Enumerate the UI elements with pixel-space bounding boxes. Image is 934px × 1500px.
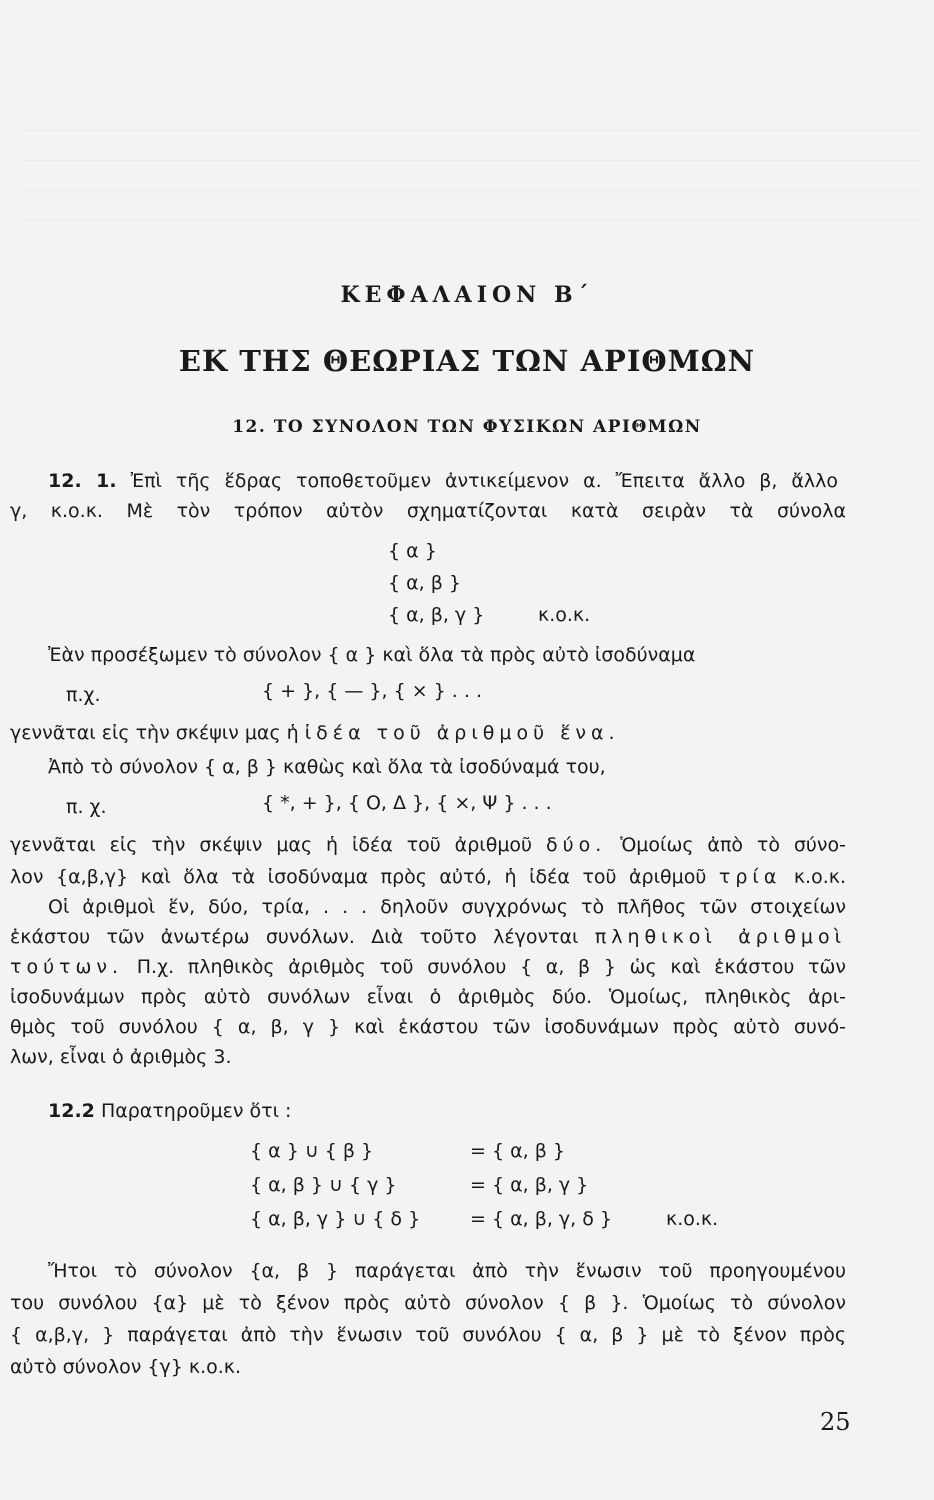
bleed-through-line — [20, 220, 920, 221]
text-span: Ὁμοίως ἀπὸ τὸ σύνο- — [620, 834, 847, 856]
union-equation-right: = { α, β } — [470, 1140, 565, 1162]
example-label: π.χ. — [66, 684, 101, 706]
paragraph-number: 12. 1. — [48, 470, 117, 492]
paragraph-line — [10, 834, 846, 856]
section-heading — [0, 417, 934, 437]
paragraph-line: Ἀπὸ τὸ σύνολον { α, β } καθὼς καὶ ὅλα τὰ ἰσοδύναμά του, — [48, 756, 606, 778]
set-example: { α, β } — [388, 572, 461, 594]
spaced-text: ἰδέα τοῦ ἀριθμοῦ ἕνα. — [304, 722, 620, 744]
chapter-heading: ΚΕΦΑΛΑΙΟΝ Β΄ — [340, 282, 594, 308]
paragraph-line — [10, 926, 846, 948]
text-span: γεννᾶται εἰς τὴν σκέψιν μας ἡ — [10, 722, 299, 744]
paragraph-line: { α,β,γ, } παράγεται ἀπὸ τὴν ἕνωσιν τοῦ συνόλου { α, β } μὲ τὸ ξένον πρὸς — [10, 1324, 846, 1346]
etc-text: κ.ο.κ. — [538, 604, 591, 626]
text-span: λον {α,β,γ} καὶ ὅλα τὰ ἰσοδύναμα πρὸς αὐτό, ἡ ἰδέα τοῦ ἀριθμοῦ — [10, 866, 707, 888]
paragraph-line: ἰσοδυνάμων πρὸς αὐτὸ συνόλων εἶναι ὁ ἀριθμὸς δύο. Ὁμοίως, πληθικὸς ἀρι- — [10, 986, 846, 1008]
paragraph-line: Ἐὰν προσέξωμεν τὸ σύνολον { α } καὶ ὅλα τὰ πρὸς αὐτὸ ἰσοδύναμα — [48, 644, 696, 666]
paragraph-line: Ἤτοι τὸ σύνολον {α, β } παράγεται ἀπὸ τὴν ἕνωσιν τοῦ προηγουμένου — [48, 1260, 846, 1282]
union-equation-left: { α } ∪ { β } — [250, 1140, 374, 1162]
spaced-text: τούτων. — [10, 956, 124, 978]
spaced-text: τρία — [718, 866, 782, 888]
paragraph-line: Οἱ ἀριθμοὶ ἕν, δύο, τρία, . . . δηλοῦν συγχρόνως τὸ πλῆθος τῶν στοιχείων — [48, 896, 846, 918]
paragraph-line — [10, 866, 846, 888]
section-number: 12. — [232, 417, 267, 437]
paragraph-line: λων, εἶναι ὁ ἀριθμὸς 3. — [10, 1046, 232, 1068]
set-example: { α, β, γ } — [388, 604, 485, 626]
set-example: { + }, { — }, { × } . . . — [262, 680, 483, 702]
text-span: γεννᾶται εἰς τὴν σκέψιν μας ἡ ἰδέα τοῦ ἀριθμοῦ — [10, 834, 533, 856]
paragraph-line — [10, 956, 846, 978]
set-example: { α } — [388, 540, 437, 562]
union-equation-left: { α, β, γ } ∪ { δ } — [250, 1208, 421, 1230]
paragraph-line — [10, 722, 620, 744]
text-span: Ἐπὶ τῆς ἕδρας τοποθετοῦμεν ἀντικείμενον α. Ἔπειτα ἄλλο β, ἄλλο — [130, 470, 839, 492]
union-equation-right: = { α, β, γ, δ } — [470, 1208, 612, 1230]
bleed-through-line — [20, 160, 920, 161]
bleed-through-line — [20, 190, 920, 191]
spaced-text: πληθικοὶ ἀριθμοὶ — [594, 926, 846, 948]
paragraph-line: γ, κ.ο.κ. Μὲ τὸν τρόπον αὐτὸν σχηματίζονται κατὰ σειρὰν τὰ σύνολα — [10, 500, 846, 522]
text-span: Παρατηροῦμεν ὅτι : — [100, 1100, 292, 1122]
section-title: ΤΟ ΣΥΝΟΛΟΝ ΤΩΝ ΦΥΣΙΚΩΝ ΑΡΙΘΜΩΝ — [273, 417, 702, 437]
text-span: κ.ο.κ. — [793, 866, 846, 888]
chapter-title: ΕΚ ΤΗΣ ΘΕΩΡΙΑΣ ΤΩΝ ΑΡΙΘΜΩΝ — [178, 344, 756, 378]
spaced-text: δύο. — [545, 834, 607, 856]
paragraph-line — [48, 1100, 291, 1122]
page-number: 25 — [820, 1408, 851, 1436]
text-span: ἑκάστου τῶν ἀνωτέρω συνόλων. Διὰ τοῦτο λέγονται — [10, 926, 579, 948]
union-equation-right: = { α, β, γ } — [470, 1174, 589, 1196]
paragraph-line: αὐτὸ σύνολον {γ} κ.ο.κ. — [10, 1356, 242, 1378]
union-equation-left: { α, β } ∪ { γ } — [250, 1174, 397, 1196]
text-span: Π.χ. πληθικὸς ἀριθμὸς τοῦ συνόλου { α, β } ὡς καὶ ἑκάστου τῶν — [136, 956, 846, 978]
paragraph-line: θμὸς τοῦ συνόλου { α, β, γ } καὶ ἑκάστου τῶν ἰσοδυνάμων πρὸς αὐτὸ συνό- — [10, 1016, 846, 1038]
set-example: { *, + }, { Ο, Δ }, { ×, Ψ } . . . — [262, 792, 552, 814]
example-label: π. χ. — [66, 796, 107, 818]
paragraph-number: 12.2 — [48, 1100, 95, 1122]
paragraph-line — [48, 470, 838, 492]
paragraph-line: του συνόλου {α} μὲ τὸ ξένον πρὸς αὐτὸ σύνολον { β }. Ὁμοίως τὸ σύνολον — [10, 1292, 846, 1314]
bleed-through-line — [20, 130, 920, 131]
etc-text: κ.ο.κ. — [666, 1208, 719, 1230]
